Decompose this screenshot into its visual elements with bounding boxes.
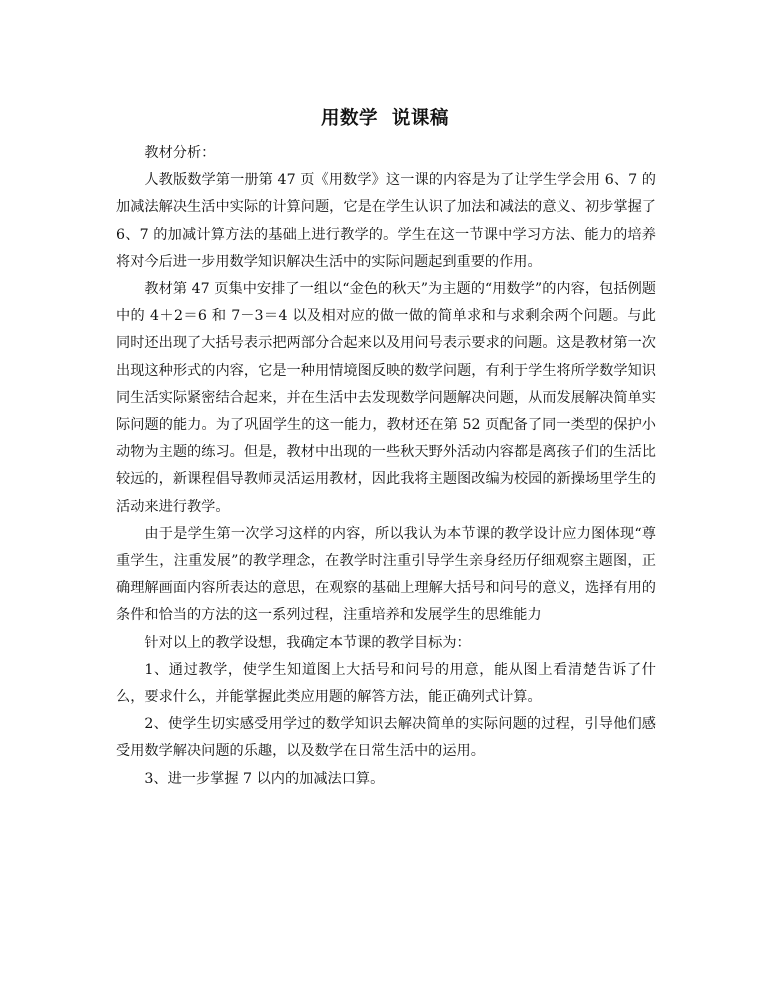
- objective-item: 1、通过教学，使学生知道图上大括号和问号的用意，能从图上看清楚告诉了什么，要求什么，并能掌握此类应用题的解答方法，能正确列式计算。: [116, 661, 656, 706]
- paragraph: 针对以上的教学设想，我确定本节课的教学目标为：: [144, 634, 471, 651]
- section-heading-analysis: 教材分析：: [144, 145, 216, 161]
- paragraph: 由于是学生第一次学习这样的内容，所以我认为本节课的教学设计应力图体现“尊重学生，注重发展”的教学理念，在教学时注重引导学生亲身经历仔细观察主题图，正确理解画面内容所表达的意思，在观察的基础上理解大括号和问号的意义，选择有用的条件和恰当的方法的这一系列过程，注重培养和发展学生的思维能力: [116, 525, 656, 624]
- objective-item: 2、使学生切实感受用学过的数学知识去解决简单的实际问题的过程，引导他们感受用数学解决问题的乐趣，以及数学在日常生活中的运用。: [116, 716, 656, 760]
- page-title: 用数学 说课稿: [321, 108, 449, 129]
- document-body: [116, 140, 656, 793]
- paragraph: 人教版数学第一册第 47 页《用数学》这一课的内容是为了让学生学会用 6、7 的加减法解决生活中实际的计算问题，它是在学生认识了加法和减法的意义、初步掌握了 6、7 的加减计算方法的基础上进行教学的。学生在这一节课中学习方法、能力的培养将对今后进一步用数学知识解决生活中的实际问题起到重要的作用。: [116, 172, 656, 270]
- objective-item: 3、进一步掌握 7 以内的加减法口算。: [144, 770, 385, 787]
- paragraph: 教材第 47 页集中安排了一组以“金色的秋天”为主题的“用数学”的内容，包括例题中的 4＋2＝6 和 7－3＝4 以及相对应的做一做的简单求和与求剩余两个问题。与此同时还出现了大括号表示把两部分合起来以及用问号表示要求的问题。这是教材第一次出现这种形式的内容，它是一种用情境图反映的数学问题，有利于学生将所学数学知识同生活实际紧密结合起来，并在生活中去发现数学问题解决问题，从而发展解决简单实际问题的能力。为了巩固学生的这一能力，教材还在第 52 页配备了同一类型的保护小动物为主题的练习。但是，教材中出现的一些秋天野外活动内容都是离孩子们的生活比较远的，新课程倡导教师灵活运用教材，因此我将主题图改编为校园的新操场里学生的活动来进行教学。: [116, 281, 656, 515]
